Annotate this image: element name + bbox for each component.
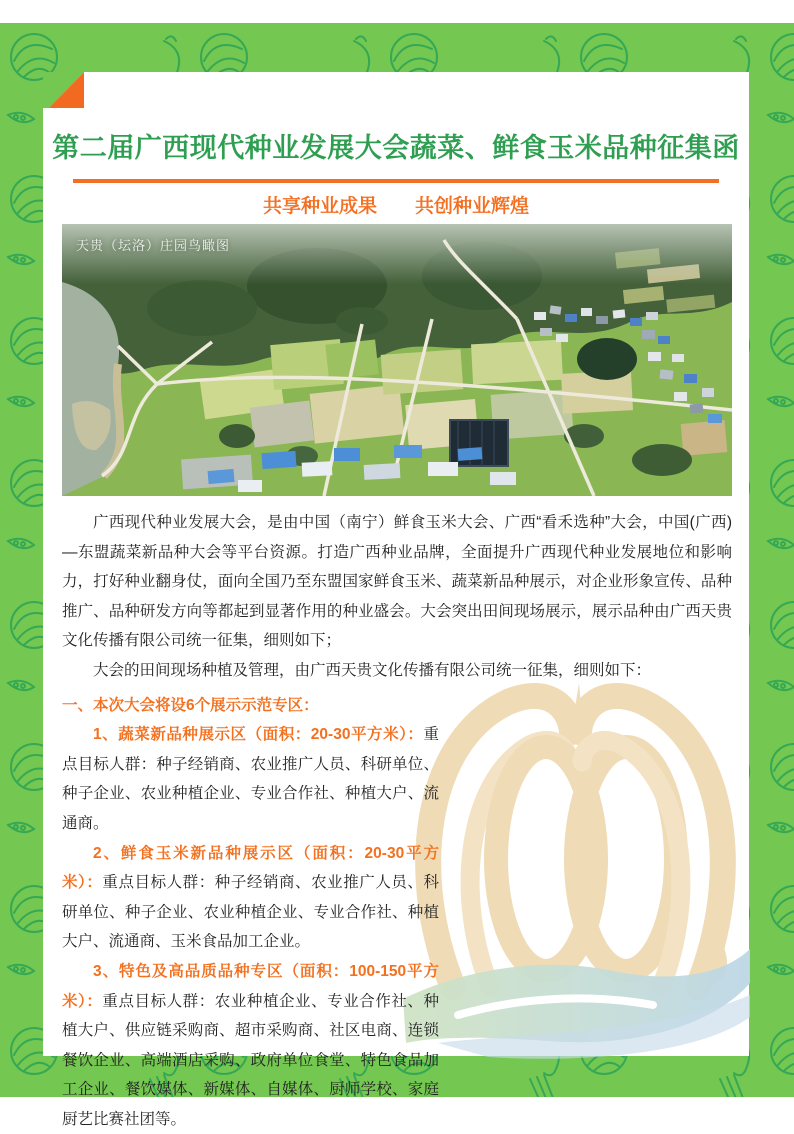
section-item-1 [62, 720, 439, 838]
page-title: 第二届广西现代种业发展大会蔬菜、鲜食玉米品种征集函 [52, 133, 740, 163]
section-heading: 一、本次大会将设6个展示示范专区： [62, 696, 319, 714]
slogan-left: 共享种业成果 [262, 196, 377, 217]
section-item-3 [62, 957, 439, 1134]
slogan-right: 共创种业辉煌 [415, 196, 530, 217]
body-text [62, 508, 732, 1134]
slogan-row [43, 191, 749, 218]
item-2-title: 2、鲜食玉米新品种展示区（面积：20-30平方米）： [62, 844, 439, 892]
aerial-photo-art [62, 224, 732, 496]
photo-caption: 天贵（坛洛）庄园鸟瞰图 [76, 238, 231, 253]
item-1-title: 1、蔬菜新品种展示区（面积：20-30平方米）： [93, 726, 424, 744]
intro-paragraph-2: 大会的田间现场种植及管理，由广西天贵文化传播有限公司统一征集，细则如下： [93, 661, 652, 679]
aerial-photo [62, 224, 732, 496]
intro-paragraph-1: 广西现代种业发展大会，是由中国（南宁）鲜食玉米大会、广西“看禾选种”大会，中国(广西)—东盟蔬菜新品种大会等平台资源。打造广西种业品牌，全面提升广西现代种业发展地位和影响力，打好种业翻身仗，面向全国乃至东盟国家鲜食玉米、蔬菜新品种展示，对企业形象宣传、品种推广、品种研发方向等都起到显著作用的种业盛会。大会突出田间现场展示，展示品种由广西天贵文化传播有限公司统一征集，细则如下； [62, 514, 732, 650]
title-divider [73, 179, 719, 183]
content-area [43, 72, 749, 1128]
item-2-body: 重点目标人群：种子经销商、农业推广人员、科研单位、种子企业、农业种植企业、专业合作社、种植大户、流通商、玉米食品加工企业。 [62, 874, 439, 951]
item-3-title: 3、特色及高品质品种专区（面积：100-150平方米）： [62, 962, 439, 1010]
section-item-2 [62, 839, 439, 957]
section-items [62, 720, 439, 1134]
item-3-body: 重点目标人群：农业种植企业、专业合作社、种植大户、供应链采购商、超市采购商、社区电商、连锁餐饮企业、高端酒店采购、政府单位食堂、特色食品加工企业、餐饮媒体、新媒体、自媒体、厨师学校、家庭厨艺比赛社团等。 [62, 992, 439, 1128]
item-1-body: 重点目标人群：种子经销商、农业推广人员、科研单位、种子企业、农业种植企业、专业合作社、种植大户、流通商。 [62, 726, 439, 832]
